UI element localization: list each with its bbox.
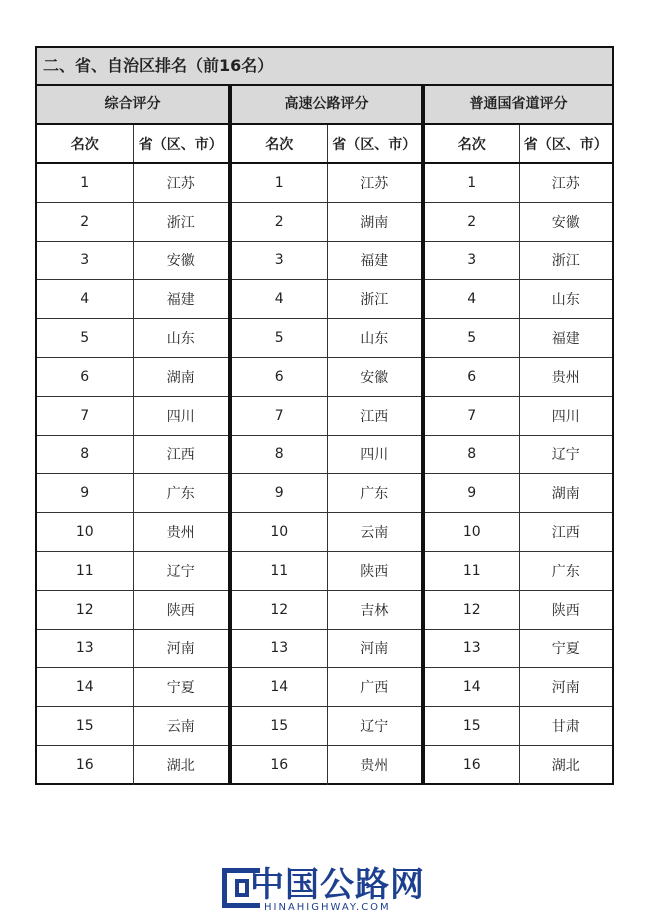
province-cell: 陕西 [327,552,422,590]
province-cell: 云南 [327,513,422,551]
rank-cell: 1 [467,174,477,191]
rank-column-header: 名次 [70,136,99,153]
rank-cell: 7 [80,407,90,424]
province-cell: 辽宁 [327,707,422,745]
province-column-header: 省（区、市） [327,125,422,162]
province-cell: 云南 [133,707,229,745]
table-row [232,707,421,746]
rank-cell: 3 [80,252,90,269]
table-row [425,280,612,319]
rank-cell: 15 [462,718,481,735]
province-cell: 陕西 [519,591,613,629]
table-row [425,203,612,242]
province-cell: 山东 [519,280,613,318]
province-cell: 江苏 [327,164,422,202]
table-row [37,513,228,552]
rank-cell: 15 [270,718,289,735]
table-row [232,513,421,552]
province-cell: 江西 [327,397,422,435]
rank-cell: 13 [75,640,94,657]
rank-cell: 12 [462,601,481,618]
rank-cell: 2 [467,213,477,230]
table-row [37,358,228,397]
rank-cell: 7 [274,407,284,424]
rank-cell: 2 [80,213,90,230]
table-row [37,552,228,591]
province-cell: 湖南 [327,203,422,241]
province-cell: 山东 [133,319,229,357]
province-cell: 湖南 [133,358,229,396]
column-header-row [425,125,612,164]
rank-cell: 12 [75,601,94,618]
province-cell: 陕西 [133,591,229,629]
table-row [232,591,421,630]
province-cell: 宁夏 [519,630,613,668]
province-cell: 浙江 [133,203,229,241]
table-row [232,203,421,242]
table-row [232,242,421,281]
province-cell: 安徽 [327,358,422,396]
rank-cell: 2 [274,213,284,230]
province-cell: 广东 [519,552,613,590]
group-title: 高速公路评分 [232,86,421,125]
table-row [425,552,612,591]
column-header-row [232,125,421,164]
rank-cell: 10 [462,524,481,541]
province-cell: 福建 [327,242,422,280]
table-row [232,552,421,591]
table-row [37,630,228,669]
province-cell: 贵州 [519,358,613,396]
rank-cell: 5 [467,330,477,347]
province-cell: 广东 [133,474,229,512]
rank-cell: 8 [80,446,90,463]
group-title: 综合评分 [37,86,228,125]
rank-cell: 4 [467,291,477,308]
rank-cell: 3 [274,252,284,269]
province-cell: 浙江 [327,280,422,318]
table-row [425,164,612,203]
rank-cell: 5 [80,330,90,347]
rank-cell: 6 [274,368,284,385]
province-cell: 湖北 [519,746,613,785]
rank-cell: 11 [75,562,94,579]
table-row [425,707,612,746]
rank-cell: 8 [467,446,477,463]
section-title: 二、省、自治区排名（前16名） [37,48,612,86]
table-row [37,707,228,746]
province-cell: 福建 [519,319,613,357]
column-header-row [37,125,228,164]
table-row [37,242,228,281]
table-row [425,319,612,358]
rank-cell: 11 [462,562,481,579]
rank-cell: 1 [274,174,284,191]
table-row [232,319,421,358]
province-cell: 浙江 [519,242,613,280]
rank-cell: 13 [462,640,481,657]
rank-cell: 8 [274,446,284,463]
table-row [232,358,421,397]
rank-cell: 14 [270,679,289,696]
rank-cell: 11 [270,562,289,579]
rank-cell: 5 [274,330,284,347]
table-row [37,203,228,242]
table-row [425,591,612,630]
province-cell: 江苏 [519,164,613,202]
province-cell: 辽宁 [133,552,229,590]
table-row [425,630,612,669]
rank-cell: 13 [270,640,289,657]
province-column-header: 省（区、市） [519,125,613,162]
table-row [37,436,228,475]
table-row [425,668,612,707]
table-row [425,513,612,552]
table-row [37,397,228,436]
rank-cell: 9 [467,485,477,502]
rank-cell: 4 [274,291,284,308]
province-cell: 宁夏 [133,668,229,706]
province-cell: 河南 [133,630,229,668]
logo-name: 中国公路网 [250,865,425,905]
table-row [37,280,228,319]
province-cell: 四川 [519,397,613,435]
table-row [232,397,421,436]
province-cell: 四川 [133,397,229,435]
province-cell: 甘肃 [519,707,613,745]
rank-cell: 16 [270,757,289,774]
table-row [37,746,228,785]
province-cell: 四川 [327,436,422,474]
table-row [232,164,421,203]
province-cell: 江苏 [133,164,229,202]
province-cell: 江西 [519,513,613,551]
rank-cell: 4 [80,291,90,308]
rank-cell: 16 [462,757,481,774]
table-row [232,746,421,785]
rank-cell: 9 [274,485,284,502]
group-overall [37,86,228,783]
table-row [425,436,612,475]
rank-cell: 9 [80,485,90,502]
rank-cell: 3 [467,252,477,269]
province-cell: 福建 [133,280,229,318]
rank-cell: 6 [80,368,90,385]
table-row [425,242,612,281]
table-row [232,630,421,669]
table-row [232,474,421,513]
rank-column-header: 名次 [457,136,486,153]
rank-cell: 14 [75,679,94,696]
rank-cell: 6 [467,368,477,385]
group-expressway [228,86,421,783]
province-cell: 河南 [519,668,613,706]
province-cell: 湖南 [519,474,613,512]
group-title: 普通国省道评分 [425,86,612,125]
table-row [425,474,612,513]
province-cell: 贵州 [327,746,422,785]
province-cell: 吉林 [327,591,422,629]
rank-cell: 10 [270,524,289,541]
province-cell: 广西 [327,668,422,706]
province-cell: 辽宁 [519,436,613,474]
province-cell: 江西 [133,436,229,474]
table-row [37,591,228,630]
ranking-table [35,46,614,785]
table-row [37,164,228,203]
rank-cell: 1 [80,174,90,191]
province-column-header: 省（区、市） [133,125,229,162]
province-cell: 安徽 [133,242,229,280]
province-cell: 贵州 [133,513,229,551]
province-cell: 湖北 [133,746,229,785]
rank-cell: 15 [75,718,94,735]
table-row [425,358,612,397]
table-row [232,280,421,319]
rank-column-header: 名次 [265,136,294,153]
table-row [425,746,612,785]
table-row [232,668,421,707]
rank-cell: 16 [75,757,94,774]
rank-cell: 7 [467,407,477,424]
table-row [37,668,228,707]
rank-cell: 12 [270,601,289,618]
watermark-logo [222,866,432,916]
province-cell: 广东 [327,474,422,512]
table-row [37,319,228,358]
table-row [37,474,228,513]
province-cell: 山东 [327,319,422,357]
group-national-provincial-road [421,86,612,783]
ranking-groups [37,86,612,783]
table-row [425,397,612,436]
province-cell: 河南 [327,630,422,668]
rank-cell: 14 [462,679,481,696]
province-cell: 安徽 [519,203,613,241]
rank-cell: 10 [75,524,94,541]
table-row [232,436,421,475]
logo-domain: HINAHIGHWAY.COM [264,902,391,913]
